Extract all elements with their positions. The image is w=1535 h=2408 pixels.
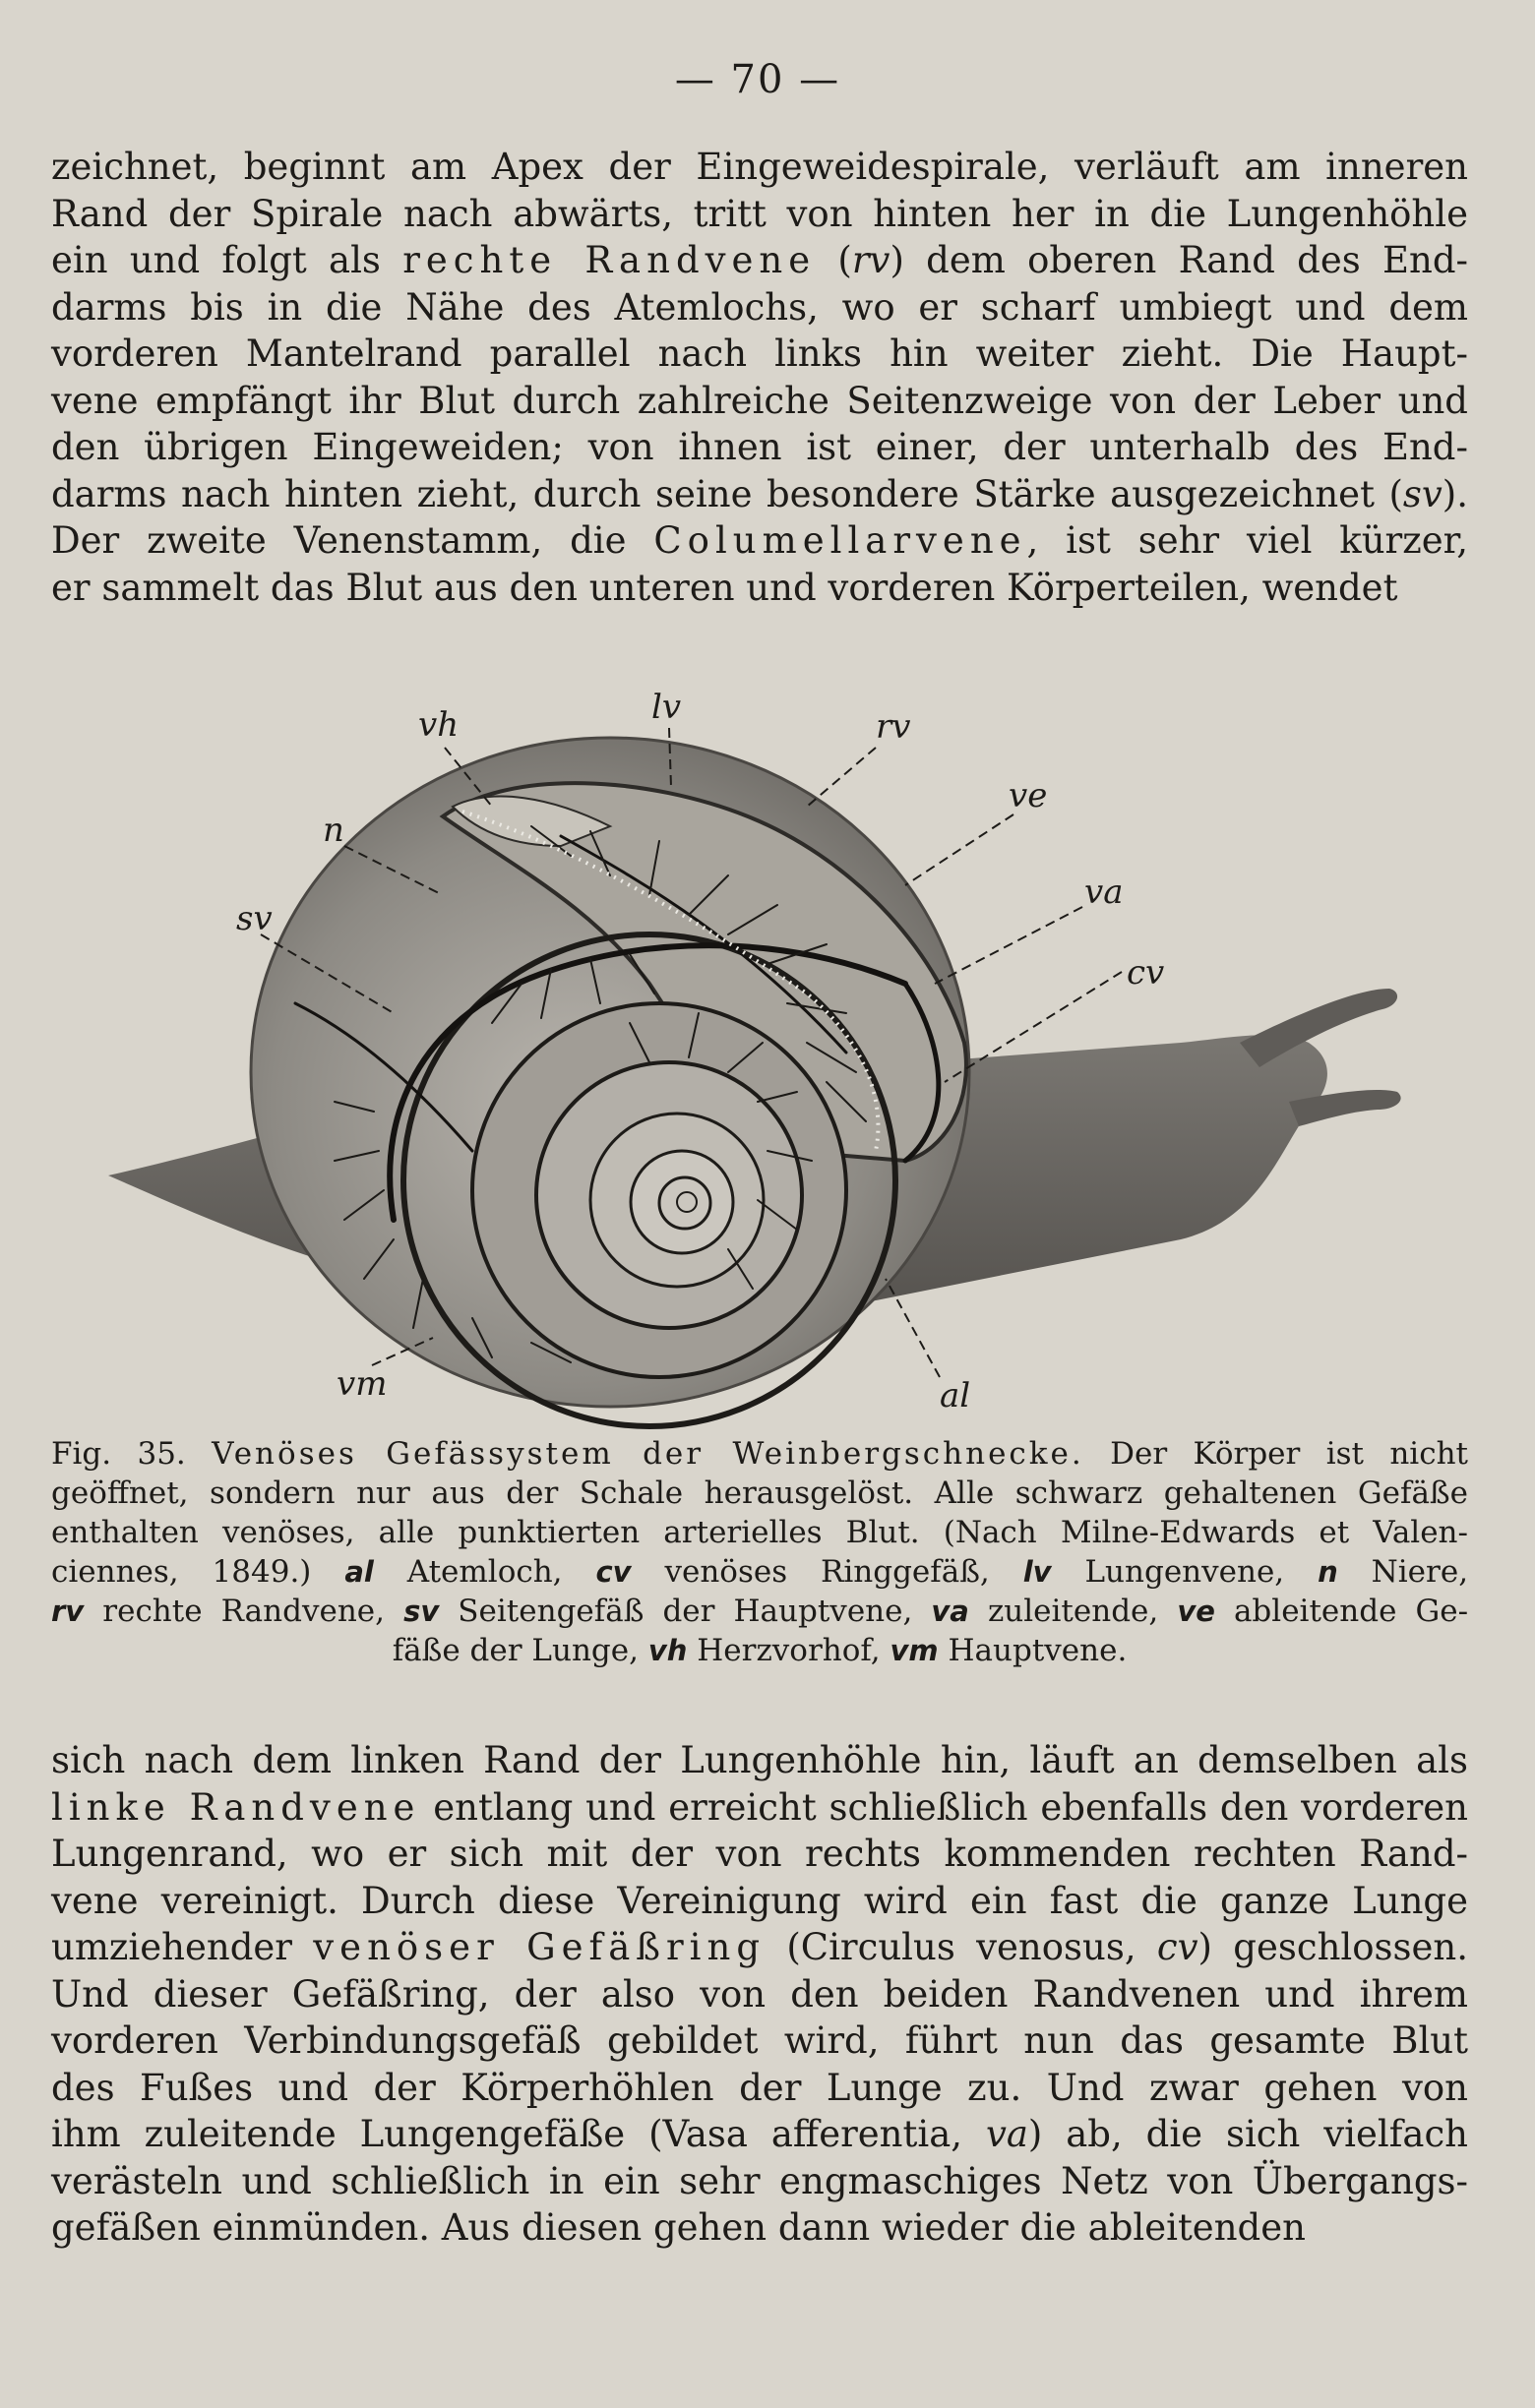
text-line: vorderen Mantelrand parallel nach links hin weiter zieht. Die Haupt- — [51, 332, 1468, 375]
fig-label-vm: vm — [337, 1364, 388, 1404]
text-line: darms nach hinten zieht, durch seine besondere Stärke ausgezeichnet (sv). — [51, 472, 1468, 515]
text-line: ein und folgt als rechte Randvene (rv) dem oberen Rand des End- — [51, 239, 1469, 281]
fig-label-rv: rv — [876, 707, 911, 747]
page-number: — 70 — — [674, 57, 841, 102]
text-line: Und dieser Gefäßring, der also von den beiden Randvenen und ihrem — [51, 1972, 1468, 2016]
text-line: Der zweite Venenstamm, die Columellarvene, ist sehr viel kürzer, — [51, 519, 1468, 562]
snail-illustration — [98, 689, 1476, 1436]
text-line: vorderen Verbindungsgefäß gebildet wird, führt nun das gesamte Blut — [51, 2019, 1468, 2062]
text-line: zeichnet, beginnt am Apex der Eingeweidespirale, verläuft am inneren — [51, 146, 1468, 188]
text-line: sich nach dem linken Rand der Lungenhöhle hin, läuft an demselben als — [51, 1739, 1468, 1781]
spiral-ring — [631, 1151, 733, 1253]
text-line: linke Randvene entlang und erreicht schließlich ebenfalls den vorderen — [51, 1785, 1468, 1829]
fig-label-vh: vh — [418, 705, 460, 745]
leader-ve — [905, 814, 1013, 885]
caption-line: ciennes, 1849.) al Atemloch, cv venöses Ringgefäß, lv Lungenvene, n Niere, — [51, 1554, 1469, 1590]
fig-label-sv: sv — [236, 899, 273, 938]
caption-line: enthalten venöses, alle punktierten arterielles Blut. (Nach Milne-Edwards et Valen- — [51, 1515, 1468, 1550]
caption-line: fäße der Lunge, vh Herzvorhof, vm Hauptvene. — [392, 1633, 1128, 1668]
text-line: Lungenrand, wo er sich mit der von rechts kommenden rechten Rand- — [51, 1833, 1468, 1875]
fig-label-al: al — [940, 1376, 971, 1415]
text-line: darms bis in die Nähe des Atemlochs, wo er scharf umbiegt und dem — [51, 285, 1468, 329]
fig-label-n: n — [323, 811, 344, 850]
text-line: Rand der Spirale nach abwärts, tritt von hinten her in die Lungenhöhle — [51, 192, 1468, 235]
fig-label-cv: cv — [1127, 953, 1165, 993]
caption-fig-number: Fig. 35. — [51, 1436, 186, 1472]
text-line: umziehender venöser Gefäßring (Circulus venosus, cv) geschlossen. — [51, 1926, 1468, 1968]
text-line: ihm zuleitende Lungengefäße (Vasa afferentia, va) ab, die sich vielfach — [51, 2113, 1468, 2155]
text-line: den übrigen Eingeweiden; von ihnen ist einer, der unterhalb des End- — [51, 426, 1468, 468]
caption-line: Fig. 35. Venöses Gefässystem der Weinbergschnecke. Der Körper ist nicht — [51, 1436, 1469, 1472]
caption-line: geöffnet, sondern nur aus der Schale herausgelöst. Alle schwarz gehaltenen Gefäße — [51, 1475, 1468, 1511]
text-line: gefäßen einmünden. Aus diesen gehen dann wieder die ableitenden — [51, 2206, 1306, 2249]
text-line: vene empfängt ihr Blut durch zahlreiche Seitenzweige von der Leber und — [51, 379, 1468, 422]
text-line: des Fußes und der Körperhöhlen der Lunge zu. Und zwar gehen von — [51, 2066, 1468, 2109]
term-linke-randvene: linke Randvene — [51, 1785, 421, 1829]
figure-caption — [51, 1434, 1468, 1670]
fig-label-ve: ve — [1009, 776, 1048, 815]
term-venoeser-gefaessring: venöser Gefäßring — [313, 1926, 767, 1968]
snail-drawing — [98, 689, 1476, 1436]
text-line: er sammelt das Blut aus den unteren und vorderen Körperteilen, wendet — [51, 566, 1398, 609]
leader-va — [935, 907, 1082, 984]
text-line: verästeln und schließlich in ein sehr engmaschiges Netz von Übergangs- — [51, 2159, 1468, 2202]
caption-line: rv rechte Randvene, sv Seitengefäß der Hauptvene, va zuleitende, ve ableitende Ge- — [51, 1594, 1469, 1629]
text-line: vene vereinigt. Durch diese Vereinigung wird ein fast die ganze Lunge — [51, 1879, 1468, 1922]
caption-title: Venöses Gefässystem der Weinbergschnecke. — [212, 1436, 1084, 1472]
top-paragraph — [51, 144, 1468, 611]
leader-al — [886, 1279, 940, 1377]
fig-label-va: va — [1084, 873, 1124, 912]
bottom-paragraph — [51, 1737, 1468, 2252]
term-columellarvene: Columellarvene — [653, 519, 1027, 562]
fig-label-lv: lv — [651, 689, 682, 727]
term-rechte-randvene: rechte Randvene — [402, 239, 817, 281]
